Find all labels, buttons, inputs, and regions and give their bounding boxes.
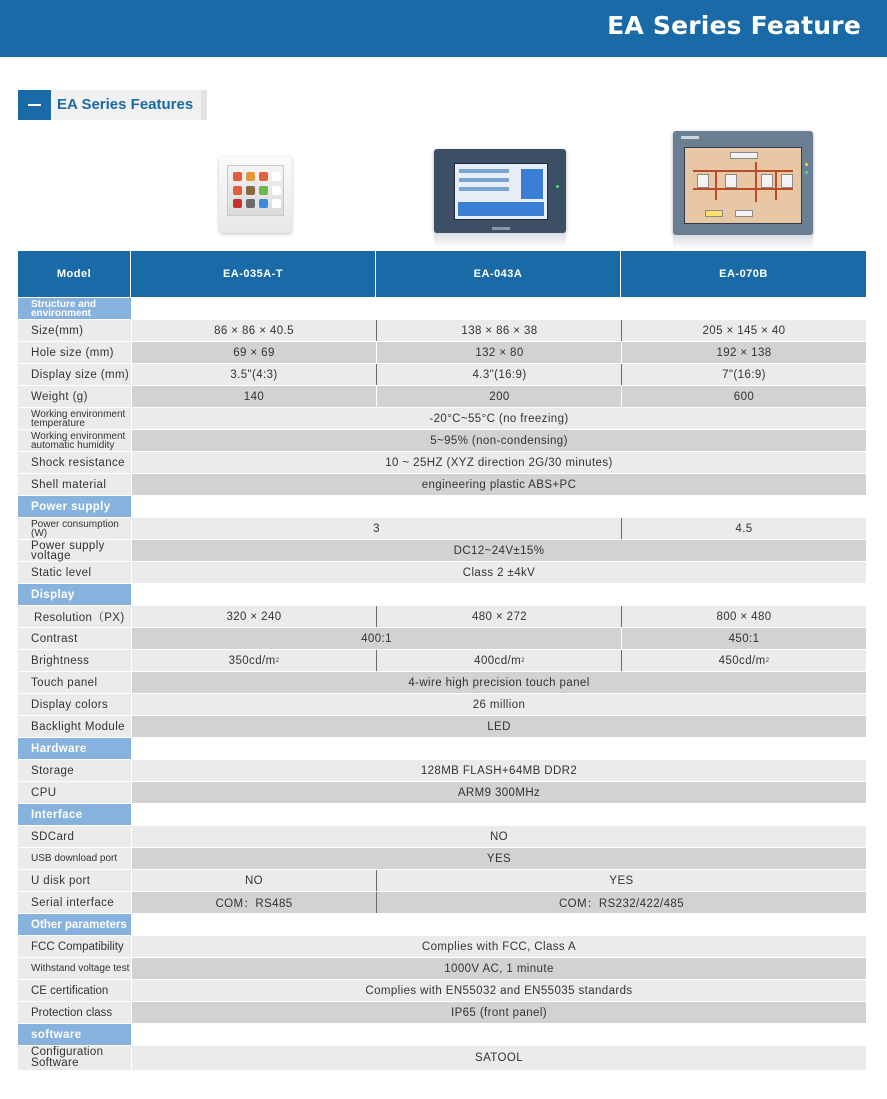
cell-value: 4-wire high precision touch panel [408, 676, 590, 689]
row-label: Backlight Module [18, 716, 131, 737]
cell-value: 132 × 80 [475, 346, 524, 359]
cell-value: NO [244, 874, 264, 887]
cell-value: YES [609, 874, 634, 887]
cell-value: 4.3"(16:9) [472, 368, 527, 381]
table-row [18, 518, 866, 539]
row-label: Weight (g) [18, 386, 131, 407]
cell-value: 192 × 138 [716, 346, 772, 359]
row-label: SDCard [18, 826, 131, 847]
cell-value: YES [486, 852, 512, 865]
cell-value: 400:1 [361, 632, 392, 645]
table-row [18, 1002, 866, 1023]
device-reflection [434, 233, 566, 247]
row-label: U disk port [18, 870, 131, 891]
cell-value: COM：RS232/422/485 [558, 897, 685, 910]
row-label: Hole size (mm) [18, 342, 131, 363]
table-row [18, 430, 866, 451]
table-row [18, 826, 866, 847]
table-row [18, 452, 866, 473]
cell-value: 350cd/m 2 [228, 654, 280, 667]
table-row [18, 320, 866, 341]
cell-value: ARM9 300MHz [457, 786, 541, 799]
table-row [18, 694, 866, 715]
row-label: Power consumption (W) [18, 518, 131, 539]
table-row [18, 958, 866, 979]
table-row [18, 474, 866, 495]
table-row [18, 848, 866, 869]
minus-icon [18, 90, 51, 120]
row-label: Shell material [18, 474, 131, 495]
row-label: Static level [18, 562, 131, 583]
section-row-software [18, 1024, 866, 1045]
table-row [18, 364, 866, 385]
cell-value: NO [489, 830, 509, 843]
cell-value: 69 × 69 [233, 346, 275, 359]
row-label: CE certification [18, 980, 131, 1001]
spec-table [18, 251, 866, 1070]
cell-value: engineering plastic ABS+PC [421, 478, 577, 491]
header-model: Model [18, 251, 131, 297]
cell-value: DC12~24V±15% [453, 544, 545, 557]
table-row [18, 342, 866, 363]
row-label: Display size (mm) [18, 364, 131, 385]
row-label: Size(mm) [18, 320, 131, 341]
cell-value: 4.5 [735, 522, 753, 535]
table-row [18, 1046, 866, 1070]
section-row-power [18, 496, 866, 517]
cell-value: 320 × 240 [226, 610, 282, 623]
table-row [18, 892, 866, 913]
device-image-ea-043a [434, 149, 566, 233]
cell-value: IP65 (front panel) [450, 1006, 548, 1019]
cell-value: 3.5"(4:3) [230, 368, 278, 381]
row-label: Withstand voltage test [18, 958, 131, 979]
cell-value: 400cd/m 2 [474, 654, 525, 667]
table-row [18, 562, 866, 583]
cell-value: 140 [243, 390, 265, 403]
top-banner [0, 0, 887, 57]
banner-title: EA Series Feature [607, 11, 861, 40]
row-label: Structure and environment [18, 298, 131, 319]
row-label: Other parameters [18, 914, 131, 935]
cell-value: 1000V AC, 1 minute [444, 962, 554, 975]
table-row [18, 716, 866, 737]
row-label: FCC Compatibility [18, 936, 131, 957]
cell-value: 600 [733, 390, 755, 403]
table-row [18, 650, 866, 671]
cell-value: 128MB FLASH+64MB DDR2 [420, 764, 578, 777]
cell-value: 5~95% (non-condensing) [430, 434, 568, 447]
header-model-1: EA-035A-T [131, 251, 376, 297]
header-model-2: EA-043A [376, 251, 621, 297]
cell-value: Complies with EN55032 and EN55035 standards [365, 984, 633, 997]
cell-value: COM：RS485 [215, 897, 293, 910]
table-row [18, 936, 866, 957]
row-label: Serial interface [18, 892, 131, 913]
section-row-structure [18, 298, 866, 319]
row-label: Power supply voltage [18, 540, 131, 561]
row-label: USB download port [18, 848, 131, 869]
table-row [18, 672, 866, 693]
cell-value: 800 × 480 [716, 610, 772, 623]
header-model-3: EA-070B [621, 251, 866, 297]
device-image-ea-035a-t [219, 156, 292, 233]
row-label: Touch panel [18, 672, 131, 693]
row-label: Contrast [18, 628, 131, 649]
cell-value: 450cd/m 2 [718, 654, 770, 667]
row-label: Resolution（PX) [18, 606, 131, 627]
cell-value: SATOOL [475, 1052, 523, 1064]
row-label: Hardware [18, 738, 131, 759]
table-row [18, 408, 866, 429]
table-row [18, 760, 866, 781]
row-label: CPU [18, 782, 131, 803]
cell-value: 200 [489, 390, 510, 403]
row-label: Display colors [18, 694, 131, 715]
row-label: Display [18, 584, 131, 605]
cell-value: 10 ~ 25HZ (XYZ direction 2G/30 minutes) [385, 456, 613, 469]
cell-value: 138 × 86 × 38 [461, 324, 538, 337]
cell-value: 26 million [472, 698, 526, 711]
table-row [18, 386, 866, 407]
section-tab [18, 90, 207, 120]
cell-value: Class 2 ±4kV [462, 566, 536, 579]
row-label: Storage [18, 760, 131, 781]
cell-value: 205 × 145 × 40 [702, 324, 786, 337]
table-row [18, 606, 866, 627]
device-reflection [673, 235, 813, 249]
row-label: Shock resistance [18, 452, 131, 473]
cell-value: LED [487, 720, 511, 733]
row-label: Protection class [18, 1002, 131, 1023]
row-label: Configuration Software [18, 1046, 131, 1070]
cell-value: -20°C~55°C (no freezing) [429, 412, 569, 425]
cell-value: 86 × 86 × 40.5 [214, 324, 294, 337]
table-row [18, 980, 866, 1001]
cell-value: 480 × 272 [471, 610, 528, 623]
table-row [18, 628, 866, 649]
cell-value: Complies with FCC, Class A [421, 940, 577, 953]
table-row [18, 870, 866, 891]
cell-value: 7"(16:9) [722, 368, 766, 381]
device-image-ea-070b [673, 131, 813, 235]
cell-value: 3 [373, 522, 380, 535]
table-row [18, 540, 866, 561]
table-header [18, 251, 866, 297]
section-tab-label: EA Series Features [51, 90, 207, 120]
row-label: Brightness [18, 650, 131, 671]
row-label: Working environment automatic humidity [18, 430, 131, 451]
table-row [18, 782, 866, 803]
section-row-hardware [18, 738, 866, 759]
section-row-display [18, 584, 866, 605]
cell-value: 450:1 [728, 632, 760, 645]
row-label: Power supply [18, 496, 131, 517]
row-label: software [18, 1024, 131, 1045]
section-row-other [18, 914, 866, 935]
row-label: Working environment temperature [18, 408, 131, 429]
section-row-interface [18, 804, 866, 825]
row-label: Interface [18, 804, 131, 825]
